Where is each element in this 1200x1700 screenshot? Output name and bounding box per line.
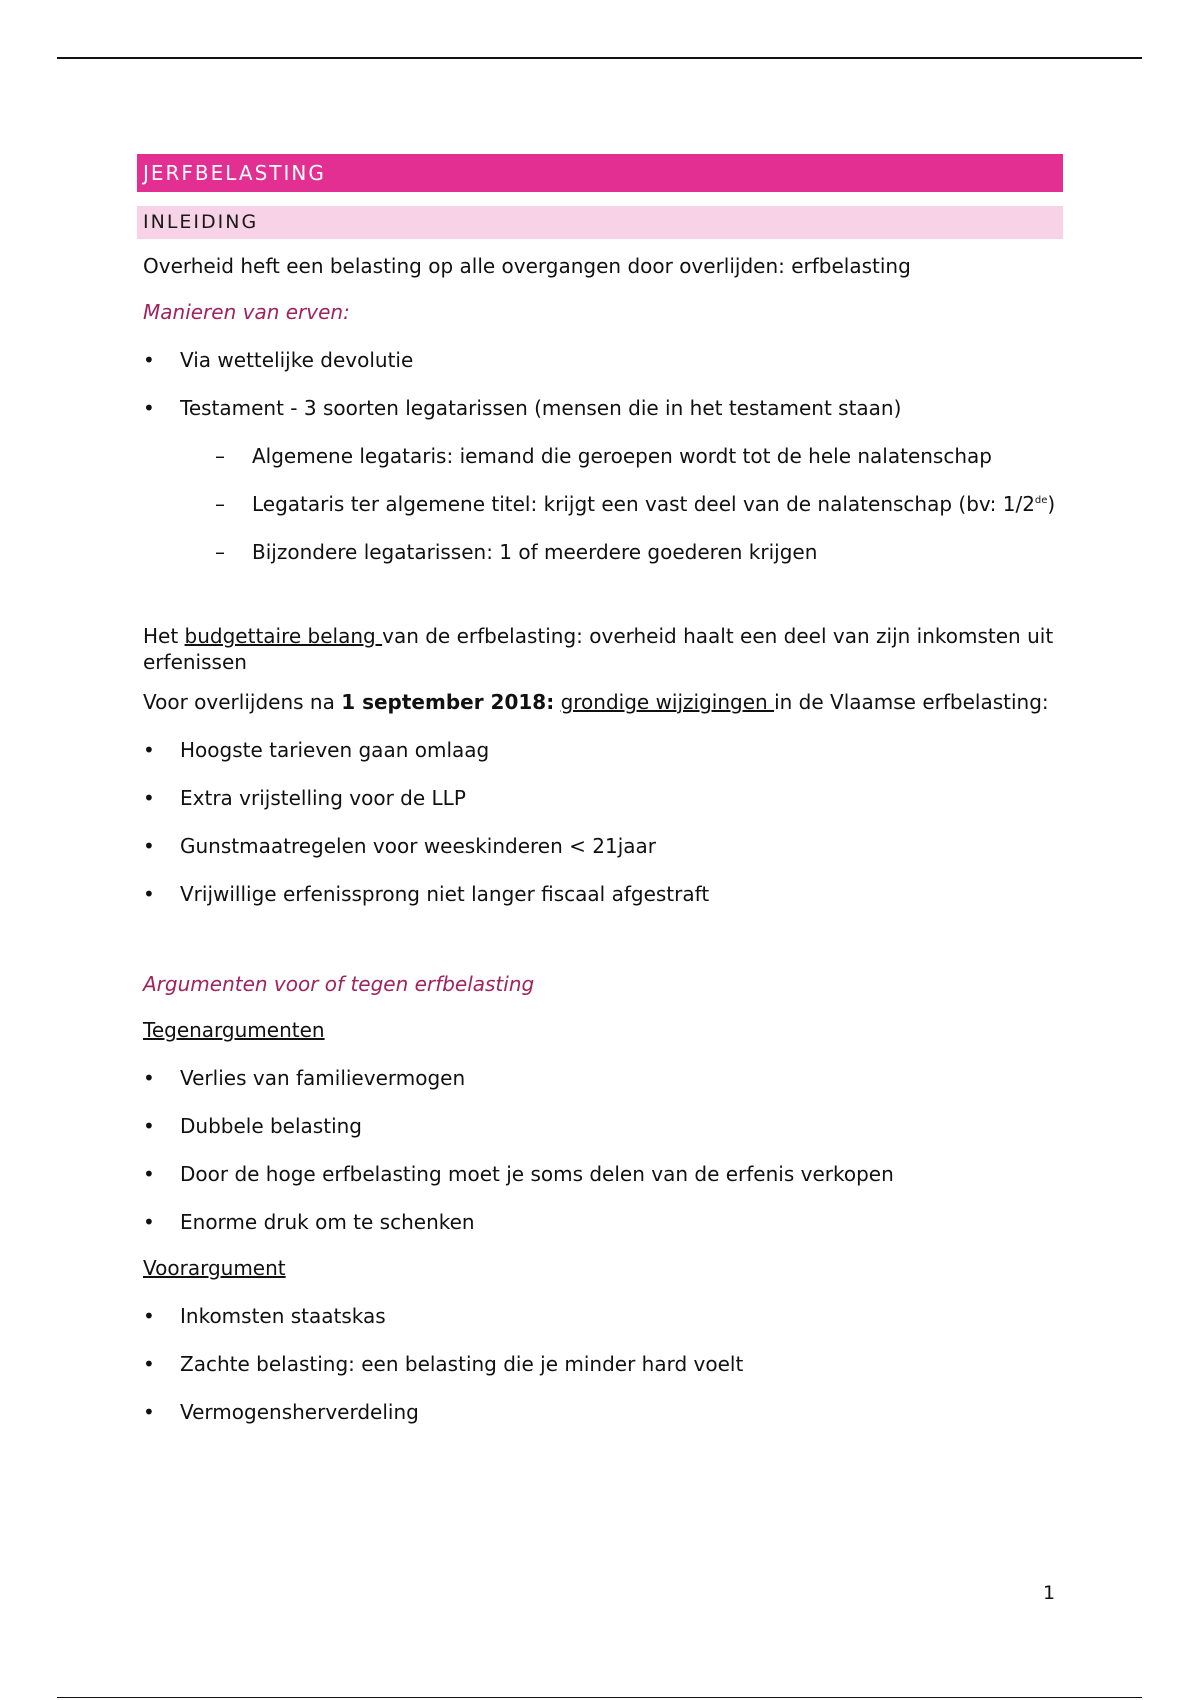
list-item: • Gunstmaatregelen voor weeskinderen < 21jaar bbox=[137, 833, 1063, 859]
list-item: • Hoogste tarieven gaan omlaag bbox=[137, 737, 1063, 763]
wijziging-post: in de Vlaamse erfbelasting: bbox=[774, 690, 1049, 714]
manieren-list bbox=[137, 347, 1063, 565]
wijziging-list bbox=[137, 737, 1063, 907]
manieren-heading: Manieren van erven: bbox=[143, 300, 350, 324]
sub-list-item-text: Legataris ter algemene titel: krijgt een vast deel van de nalatenschap (bv: 1/2 bbox=[252, 492, 1035, 516]
section-heading: INLEIDING bbox=[137, 206, 1063, 239]
document-body bbox=[137, 154, 1063, 1425]
wijziging-paragraph bbox=[143, 689, 1063, 715]
list-item: • Verlies van familievermogen bbox=[137, 1065, 1063, 1091]
list-item: • Via wettelijke devolutie bbox=[137, 347, 1063, 373]
list-item: • Inkomsten staatskas bbox=[137, 1303, 1063, 1329]
page-number: 1 bbox=[1043, 1582, 1056, 1604]
budget-pre: Het bbox=[143, 624, 185, 648]
intro-paragraph: Overheid heft een belasting op alle overgangen door overlijden: erfbelasting bbox=[143, 254, 911, 278]
list-item: • Enorme druk om te schenken bbox=[137, 1209, 1063, 1235]
argumenten-heading: Argumenten voor of tegen erfbelasting bbox=[143, 972, 535, 996]
budget-paragraph bbox=[143, 623, 1063, 675]
list-item: • Dubbele belasting bbox=[137, 1113, 1063, 1139]
superscript: de bbox=[1034, 495, 1048, 506]
sub-list-item bbox=[137, 491, 1063, 517]
wijziging-pre: Voor overlijdens na bbox=[143, 690, 342, 714]
sub-list-item-end: ) bbox=[1047, 492, 1056, 516]
tegen-heading: Tegenargumenten bbox=[143, 1018, 325, 1042]
budget-post: van de erfbelasting: overheid haalt een deel van zijn inkomsten uit erfenissen bbox=[143, 624, 1054, 674]
voor-list bbox=[137, 1303, 1063, 1425]
list-item: • Vrijwillige erfenissprong niet langer fiscaal afgestraft bbox=[137, 881, 1063, 907]
tegen-list bbox=[137, 1065, 1063, 1235]
sub-list-item: – Bijzondere legatarissen: 1 of meerdere goederen krijgen bbox=[137, 539, 1063, 565]
spacer bbox=[137, 565, 1063, 609]
footer-rule bbox=[57, 1697, 1142, 1698]
voor-heading: Voorargument bbox=[143, 1256, 286, 1280]
wijziging-underlined: grondige wijzigingen bbox=[560, 690, 775, 714]
spacer bbox=[137, 907, 1063, 951]
document-title: JERFBELASTING bbox=[137, 154, 1063, 192]
sub-list-item: – Algemene legataris: iemand die geroepen wordt tot de hele nalatenschap bbox=[137, 443, 1063, 469]
list-item: • Testament - 3 soorten legatarissen (mensen die in het testament staan) bbox=[137, 395, 1063, 421]
header-rule bbox=[57, 57, 1142, 59]
list-item: • Door de hoge erfbelasting moet je soms delen van de erfenis verkopen bbox=[137, 1161, 1063, 1187]
list-item: • Zachte belasting: een belasting die je minder hard voelt bbox=[137, 1351, 1063, 1377]
list-item: • Vermogensherverdeling bbox=[137, 1399, 1063, 1425]
wijziging-date: 1 september 2018: bbox=[341, 690, 555, 714]
list-item: • Extra vrijstelling voor de LLP bbox=[137, 785, 1063, 811]
budget-underlined: budgettaire belang bbox=[184, 624, 383, 648]
